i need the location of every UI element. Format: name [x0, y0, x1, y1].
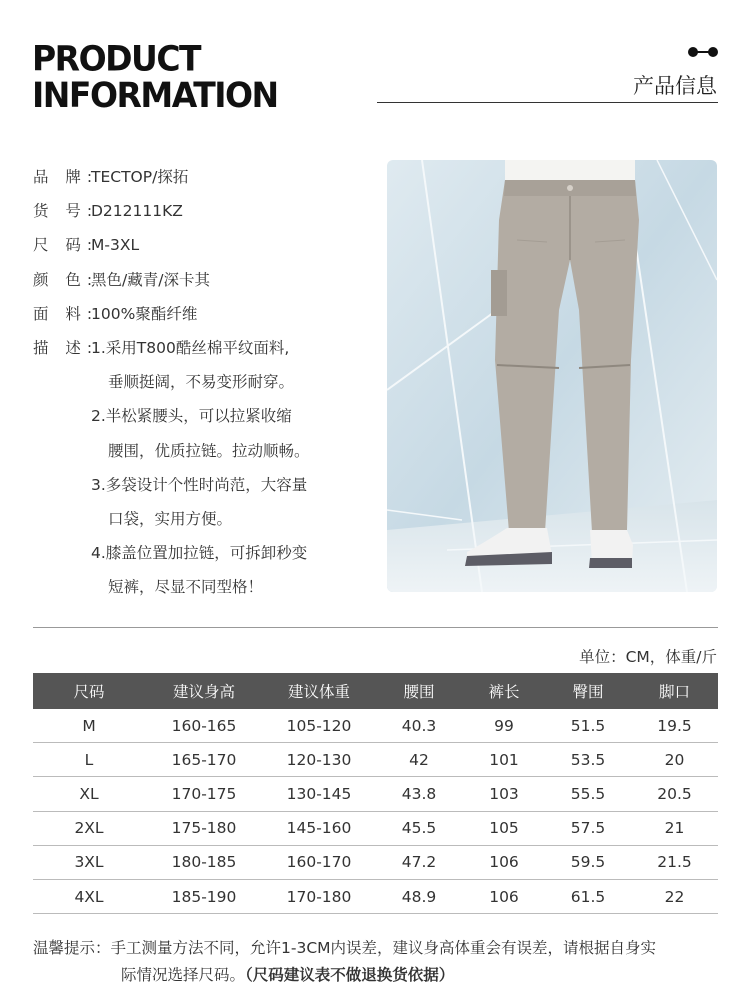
table-cell: 45.5 — [375, 811, 463, 845]
table-cell: 53.5 — [545, 743, 631, 777]
table-cell: 120-130 — [263, 743, 375, 777]
table-cell: M — [33, 709, 145, 743]
table-cell: 21 — [631, 811, 718, 845]
table-row — [33, 811, 718, 845]
col-header: 腰围 — [375, 673, 463, 709]
tip-line-1: 温馨提示：手工测量方法不同，允许1-3CM内误差，建议身高体重会有误差，请根据自身实 — [33, 939, 657, 957]
header-divider — [377, 102, 718, 103]
table-header-row — [33, 673, 718, 709]
col-header: 臀围 — [545, 673, 631, 709]
table-cell: 20 — [631, 743, 718, 777]
table-cell: 55.5 — [545, 777, 631, 811]
title-line-2: INFORMATION — [32, 74, 278, 116]
table-cell: 20.5 — [631, 777, 718, 811]
col-header: 建议身高 — [145, 673, 263, 709]
col-header: 脚口 — [631, 673, 718, 709]
table-row — [33, 777, 718, 811]
table-cell: 48.9 — [375, 879, 463, 913]
table-cell: 99 — [463, 709, 545, 743]
desc-line: 口袋，实用方便。 — [108, 509, 233, 528]
table-cell: 185-190 — [145, 879, 263, 913]
desc-line: 2.半松紧腰头，可以拉紧收缩 — [91, 407, 292, 426]
table-cell: 130-145 — [263, 777, 375, 811]
col-header: 尺码 — [33, 673, 145, 709]
table-cell: 101 — [463, 743, 545, 777]
desc-line: 4.膝盖位置加拉链，可拆卸秒变 — [91, 544, 308, 563]
info-color: 颜 色:黑色/藏青/深卡其 — [33, 270, 210, 289]
desc-line: 描 述:1.采用T800酷丝棉平纹面料, — [33, 338, 290, 357]
table-cell: 170-175 — [145, 777, 263, 811]
table-cell: 59.5 — [545, 845, 631, 879]
info-size: 尺 码:M-3XL — [33, 236, 140, 255]
table-cell: 160-170 — [263, 845, 375, 879]
table-cell: XL — [33, 777, 145, 811]
desc-line: 腰围，优质拉链。拉动顺畅。 — [108, 441, 310, 460]
table-cell: 106 — [463, 845, 545, 879]
section-divider — [33, 627, 718, 628]
col-header: 裤长 — [463, 673, 545, 709]
dumbbell-icon — [688, 47, 718, 57]
table-cell: 57.5 — [545, 811, 631, 845]
table-cell: 160-165 — [145, 709, 263, 743]
table-cell: 19.5 — [631, 709, 718, 743]
info-sku: 货 号:D212111KZ — [33, 202, 183, 221]
table-cell: 43.8 — [375, 777, 463, 811]
table-row — [33, 709, 718, 743]
product-photo — [387, 160, 717, 592]
table-cell: 4XL — [33, 879, 145, 913]
table-cell: 105 — [463, 811, 545, 845]
table-cell: 47.2 — [375, 845, 463, 879]
col-header: 建议体重 — [263, 673, 375, 709]
title-line-1: PRODUCT — [32, 37, 201, 79]
table-cell: 3XL — [33, 845, 145, 879]
info-fabric: 面 料:100%聚酯纤维 — [33, 304, 198, 323]
table-cell: 105-120 — [263, 709, 375, 743]
table-cell: 2XL — [33, 811, 145, 845]
tip-line-2: 际情况选择尺码。（尺码建议表不做退换货依据） — [121, 966, 455, 984]
table-cell: 145-160 — [263, 811, 375, 845]
table-row — [33, 845, 718, 879]
info-brand: 品 牌:TECTOP/探拓 — [33, 168, 189, 186]
table-cell: 180-185 — [145, 845, 263, 879]
table-cell: 103 — [463, 777, 545, 811]
table-cell: 61.5 — [545, 879, 631, 913]
unit-note: 单位：CM，体重/斤 — [579, 648, 717, 666]
cn-title: 产品信息 — [633, 74, 717, 98]
table-cell: 170-180 — [263, 879, 375, 913]
table-row — [33, 743, 718, 777]
table-cell: 21.5 — [631, 845, 718, 879]
table-cell: 40.3 — [375, 709, 463, 743]
table-cell: 51.5 — [545, 709, 631, 743]
table-row — [33, 879, 718, 913]
desc-line: 垂顺挺阔，不易变形耐穿。 — [108, 373, 295, 392]
tip-note — [33, 935, 723, 989]
table-cell: 165-170 — [145, 743, 263, 777]
product-info — [33, 160, 363, 604]
tip-bold: （尺码建议表不做退换货依据） — [245, 966, 455, 984]
table-cell: L — [33, 743, 145, 777]
desc-line: 短裤，尽显不同型格！ — [108, 578, 264, 597]
page-title — [32, 37, 278, 116]
size-table — [33, 673, 718, 914]
table-cell: 175-180 — [145, 811, 263, 845]
desc-line: 3.多袋设计个性时尚范，大容量 — [91, 475, 308, 494]
table-cell: 106 — [463, 879, 545, 913]
table-cell: 22 — [631, 879, 718, 913]
table-cell: 42 — [375, 743, 463, 777]
